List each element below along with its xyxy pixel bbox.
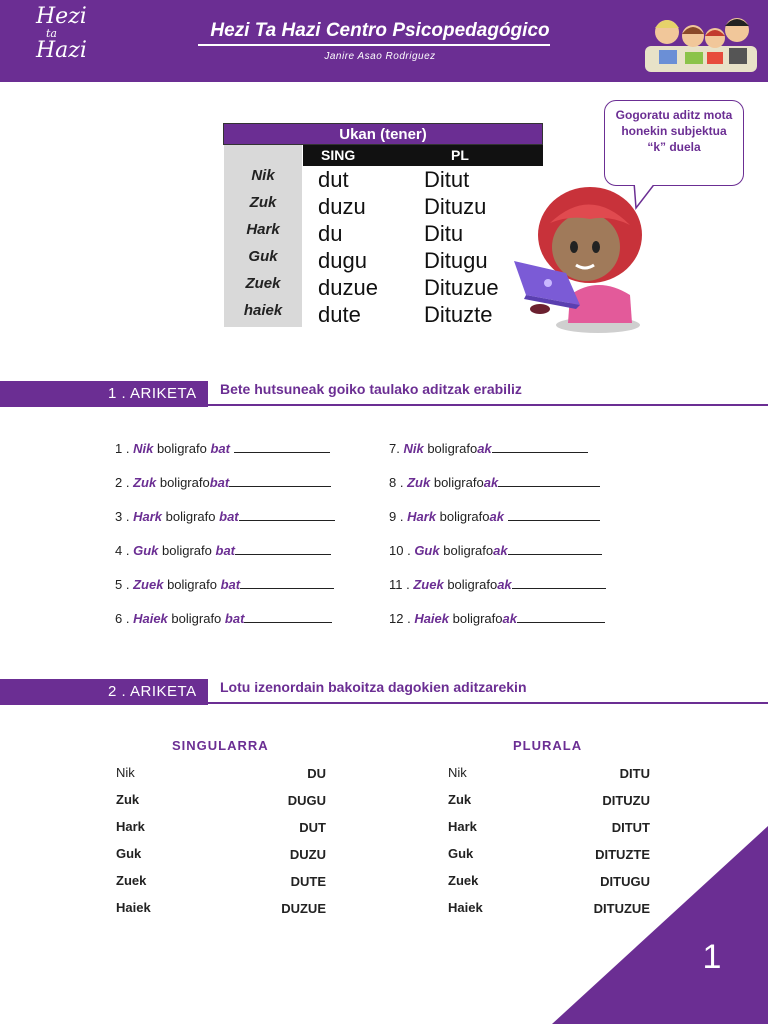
- singular-verb[interactable]: DUGU: [287, 793, 326, 808]
- item-number: 1 .: [115, 441, 130, 456]
- answer-blank[interactable]: [229, 474, 331, 487]
- table-pl-form: Dituzue: [424, 275, 499, 300]
- kids-illustration-icon: [645, 10, 757, 72]
- col-pl-label: PL: [451, 147, 469, 163]
- item-suffix: ak: [483, 475, 499, 490]
- table-sing-form: du: [318, 221, 343, 246]
- item-word: boligrafo: [452, 611, 503, 626]
- table-sing-form: duzue: [318, 275, 378, 300]
- item-suffix: ak: [497, 577, 512, 592]
- item-number: 9 .: [389, 509, 404, 524]
- speech-bubble-tail: [630, 182, 660, 210]
- item-suffix: bat: [220, 577, 241, 592]
- item-suffix: bat: [219, 509, 239, 524]
- singular-pronoun[interactable]: Guk: [116, 846, 142, 861]
- item-word: boligrafo: [156, 441, 207, 456]
- table-sing-form: duzu: [318, 194, 366, 219]
- item-pronoun: Nik: [403, 441, 424, 456]
- header-author: Janire Asao Rodriguez: [324, 51, 436, 62]
- item-word: boligrafo: [159, 475, 210, 490]
- plural-verb[interactable]: DITUT: [611, 820, 650, 835]
- item-word: boligrafo: [167, 577, 217, 592]
- logo: [36, 6, 86, 76]
- item-number: 8 .: [389, 475, 404, 490]
- answer-blank[interactable]: [235, 542, 331, 555]
- exercise-1-item: [389, 508, 600, 524]
- plural-pronoun[interactable]: Haiek: [448, 900, 483, 915]
- item-number: 2 .: [115, 475, 130, 490]
- plural-pronoun[interactable]: Guk: [448, 846, 474, 861]
- plural-verb[interactable]: DITUZTE: [595, 847, 650, 862]
- answer-blank[interactable]: [244, 610, 332, 623]
- item-suffix: ak: [493, 543, 508, 558]
- singular-verb[interactable]: DU: [307, 766, 326, 781]
- plural-pronoun[interactable]: Zuk: [448, 792, 472, 807]
- section-1-instruction: Bete hutsuneak goiko taulako aditzak erabiliz: [220, 381, 522, 397]
- item-number: 5 .: [115, 577, 130, 592]
- singular-verb[interactable]: DUT: [299, 820, 326, 835]
- table-sing-form: dut: [318, 167, 349, 192]
- item-number: 12 .: [389, 611, 411, 626]
- section-2-label-bar: [0, 679, 208, 705]
- exercise-1-item: [115, 508, 335, 524]
- table-pronoun: Zuk: [249, 194, 277, 211]
- item-suffix: bat: [215, 543, 236, 558]
- exercise-1-item: [115, 440, 330, 456]
- exercise-1-item: [389, 440, 588, 456]
- item-number: 11 .: [389, 577, 410, 592]
- singular-verb[interactable]: DUZU: [289, 847, 326, 862]
- table-pronoun: Nik: [251, 167, 275, 184]
- section-2-line: [208, 702, 768, 704]
- logo-line-1: Hezi: [36, 4, 87, 29]
- table-pl-form: Dituzte: [424, 302, 493, 327]
- exercise-1-item: [389, 474, 600, 490]
- item-suffix: ak: [477, 441, 492, 456]
- speech-bubble-text: Gogoratu aditz mota honekin subjektua “k” duela: [615, 108, 733, 154]
- item-word: boligrafo: [433, 475, 484, 490]
- item-pronoun: Hark: [407, 509, 437, 524]
- item-suffix: bat: [209, 475, 230, 490]
- answer-blank[interactable]: [240, 576, 334, 589]
- table-pl-form: Ditu: [424, 221, 464, 246]
- exercise-1-item: [389, 610, 605, 626]
- item-pronoun: Guk: [133, 543, 159, 558]
- item-word: boligrafo: [162, 543, 212, 558]
- exercise-1-item: [115, 576, 334, 592]
- conjugation-title: Ukan (tener): [223, 123, 543, 145]
- table-pl-form: Ditut: [424, 167, 470, 192]
- singular-pronoun[interactable]: Zuek: [116, 873, 147, 888]
- girl-with-laptop-icon: [510, 175, 650, 335]
- table-pl-form: Dituzu: [424, 194, 487, 219]
- plural-verb[interactable]: DITU: [619, 766, 650, 781]
- singular-pronoun[interactable]: Zuk: [116, 792, 140, 807]
- item-word: boligrafo: [447, 577, 498, 592]
- item-word: boligrafo: [427, 441, 478, 456]
- table-pronoun: haiek: [243, 302, 283, 319]
- header-title: Hezi Ta Hazi Centro Psicopedagógico: [210, 20, 550, 41]
- answer-blank[interactable]: [239, 508, 335, 521]
- exercise-1-item: [389, 542, 602, 558]
- item-number: 7.: [389, 441, 400, 456]
- item-word: boligrafo: [439, 509, 490, 524]
- table-pl-form: Ditugu: [424, 248, 488, 273]
- plural-verb[interactable]: DITUZU: [602, 793, 650, 808]
- item-pronoun: Zuek: [413, 577, 444, 592]
- section-1-label: 1 . ARIKETA: [108, 385, 197, 402]
- answer-blank[interactable]: [234, 440, 330, 453]
- page-number: 1: [702, 938, 722, 976]
- item-pronoun: Zuk: [133, 475, 157, 490]
- table-pronoun: Zuek: [245, 275, 281, 292]
- singular-pronoun[interactable]: Haiek: [116, 900, 151, 915]
- item-suffix: bat: [224, 611, 245, 626]
- item-pronoun: Haiek: [133, 611, 168, 626]
- section-2-instruction: Lotu izenordain bakoitza dagokien aditzarekin: [220, 679, 527, 695]
- item-number: 4 .: [115, 543, 130, 558]
- header-underline: [198, 44, 550, 46]
- singular-verb[interactable]: DUTE: [290, 874, 326, 889]
- table-sing-form: dute: [318, 302, 361, 327]
- table-pronoun: Hark: [246, 221, 280, 238]
- answer-blank[interactable]: [517, 610, 605, 623]
- plural-title: PLURALA: [513, 738, 583, 753]
- singular-title: SINGULARRA: [172, 738, 269, 753]
- item-pronoun: Hark: [133, 509, 163, 524]
- item-number: 6 .: [115, 611, 130, 626]
- plural-pronoun[interactable]: Nik: [448, 765, 467, 780]
- pronoun-column: [224, 145, 302, 327]
- item-pronoun: Zuk: [407, 475, 431, 490]
- answer-blank[interactable]: [498, 474, 600, 487]
- logo-line-3: Hazi: [36, 38, 87, 63]
- singular-pronoun[interactable]: Hark: [116, 819, 145, 834]
- singular-verb[interactable]: DUZUE: [281, 901, 326, 916]
- item-pronoun: Haiek: [414, 611, 450, 626]
- answer-blank[interactable]: [512, 576, 606, 589]
- item-number: 10 .: [389, 543, 411, 558]
- section-2-label: 2 . ARIKETA: [108, 683, 197, 700]
- answer-blank[interactable]: [508, 542, 602, 555]
- item-pronoun: Zuek: [133, 577, 164, 592]
- corner-triangle: [552, 826, 768, 1024]
- exercise-1-item: [389, 576, 606, 592]
- plural-pronoun[interactable]: Hark: [448, 819, 477, 834]
- plural-pronoun[interactable]: Zuek: [448, 873, 479, 888]
- col-sing-label: SING: [321, 147, 356, 163]
- conjugation-column-header: [303, 145, 543, 166]
- section-1-line: [208, 404, 768, 406]
- exercise-1-item: [115, 474, 331, 490]
- item-word: boligrafo: [443, 543, 494, 558]
- item-pronoun: Nik: [133, 441, 154, 456]
- plural-verb[interactable]: DITUGU: [600, 874, 650, 889]
- item-suffix: ak: [489, 509, 504, 524]
- exercise-1-item: [115, 542, 331, 558]
- item-word: boligrafo: [171, 611, 222, 626]
- answer-blank[interactable]: [492, 440, 588, 453]
- answer-blank[interactable]: [508, 508, 600, 521]
- exercise-1-item: [115, 610, 332, 626]
- item-word: boligrafo: [165, 509, 216, 524]
- item-pronoun: Guk: [414, 543, 440, 558]
- item-suffix: bat: [210, 441, 230, 456]
- item-suffix: ak: [502, 611, 517, 626]
- singular-pronoun[interactable]: Nik: [116, 765, 135, 780]
- plural-verb[interactable]: DITUZUE: [593, 901, 650, 916]
- section-1-label-bar: [0, 381, 208, 407]
- item-number: 3 .: [115, 509, 130, 524]
- table-sing-form: dugu: [318, 248, 367, 273]
- logo-line-2: ta: [46, 27, 57, 40]
- table-pronoun: Guk: [248, 248, 278, 265]
